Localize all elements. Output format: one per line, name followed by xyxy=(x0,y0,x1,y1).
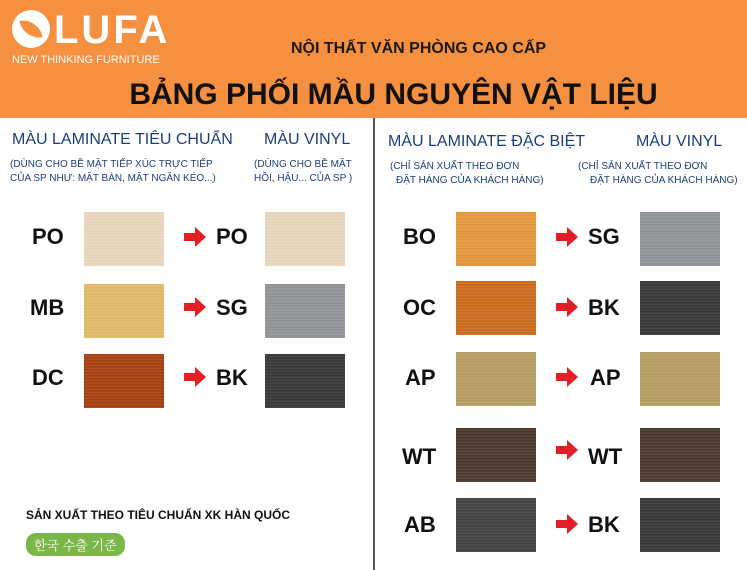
left-vinyl-note-1: (DÙNG CHO BỀ MẶT xyxy=(254,159,352,170)
standard-laminate-note-2: CỦA SP NHƯ: MẶT BÀN, MẶT NGĂN KÉO...) xyxy=(10,173,216,184)
vinyl-swatch xyxy=(265,212,345,266)
special-laminate-note-2: ĐẶT HÀNG CỦA KHÁCH HÀNG) xyxy=(396,175,544,186)
logo-text: LUFA xyxy=(54,8,171,52)
laminate-code: MB xyxy=(30,295,65,320)
laminate-swatch xyxy=(84,212,164,266)
left-vinyl-heading: MÀU VINYL xyxy=(264,131,351,148)
vinyl-swatch xyxy=(640,281,720,335)
vinyl-swatch xyxy=(640,212,720,266)
standard-laminate-note-1: (DÙNG CHO BỀ MẶT TIẾP XÚC TRỰC TIẾP xyxy=(10,159,213,170)
laminate-swatch xyxy=(456,428,536,482)
vinyl-code: SG xyxy=(588,224,620,249)
laminate-swatch xyxy=(456,352,536,406)
laminate-code: DC xyxy=(32,365,64,390)
export-standard-text: SẢN XUẤT THEO TIÊU CHUẨN XK HÀN QUỐC xyxy=(26,508,291,522)
right-arrow-icon xyxy=(556,367,578,387)
header-banner xyxy=(0,0,747,118)
right-arrow-icon xyxy=(556,227,578,247)
vinyl-code: BK xyxy=(216,365,248,390)
laminate-swatch xyxy=(456,498,536,552)
laminate-swatch xyxy=(456,281,536,335)
laminate-swatch xyxy=(84,284,164,338)
right-arrow-icon xyxy=(184,297,206,317)
right-vinyl-note-1: (CHỈ SẢN XUẤT THEO ĐƠN xyxy=(578,161,708,172)
right-arrow-icon xyxy=(556,297,578,317)
vinyl-code: BK xyxy=(588,512,620,537)
vinyl-code: SG xyxy=(216,295,248,320)
vinyl-swatch xyxy=(265,284,345,338)
laminate-swatch xyxy=(456,212,536,266)
laminate-swatch xyxy=(84,354,164,408)
laminate-code: BO xyxy=(403,224,436,249)
vinyl-code: AP xyxy=(590,365,621,390)
vinyl-swatch xyxy=(640,498,720,552)
laminate-code: WT xyxy=(402,444,437,469)
laminate-code: AP xyxy=(405,365,436,390)
brand-tagline: NEW THINKING FURNITURE xyxy=(12,54,160,66)
laminate-code: PO xyxy=(32,224,64,249)
right-arrow-icon xyxy=(556,440,578,460)
right-vinyl-heading: MÀU VINYL xyxy=(636,133,723,150)
page-subtitle: NỘI THẤT VĂN PHÒNG CAO CẤP xyxy=(290,40,547,57)
vinyl-code: BK xyxy=(588,295,620,320)
korean-standard-badge: 한국 수출 기준 xyxy=(26,533,125,556)
right-arrow-icon xyxy=(184,367,206,387)
page-title: BẢNG PHỐI MẦU NGUYÊN VẬT LIỆU xyxy=(129,78,658,111)
special-laminate-heading: MÀU LAMINATE ĐẶC BIỆT xyxy=(388,133,586,150)
vinyl-swatch xyxy=(640,352,720,406)
vinyl-swatch xyxy=(265,354,345,408)
left-vinyl-note-2: HỒI, HẬU... CỦA SP ) xyxy=(254,173,353,184)
right-arrow-icon xyxy=(556,514,578,534)
laminate-code: AB xyxy=(404,512,436,537)
laminate-code: OC xyxy=(403,295,436,320)
brand-logo xyxy=(12,8,172,68)
standard-laminate-heading: MÀU LAMINATE TIÊU CHUẨN xyxy=(12,131,233,148)
right-arrow-icon xyxy=(184,227,206,247)
vinyl-code: WT xyxy=(588,444,623,469)
special-laminate-note-1: (CHỈ SẢN XUẤT THEO ĐƠN xyxy=(390,161,520,172)
vinyl-swatch xyxy=(640,428,720,482)
right-vinyl-note-2: ĐẶT HÀNG CỦA KHÁCH HÀNG) xyxy=(590,175,738,186)
vinyl-code: PO xyxy=(216,224,248,249)
column-divider xyxy=(373,118,375,570)
